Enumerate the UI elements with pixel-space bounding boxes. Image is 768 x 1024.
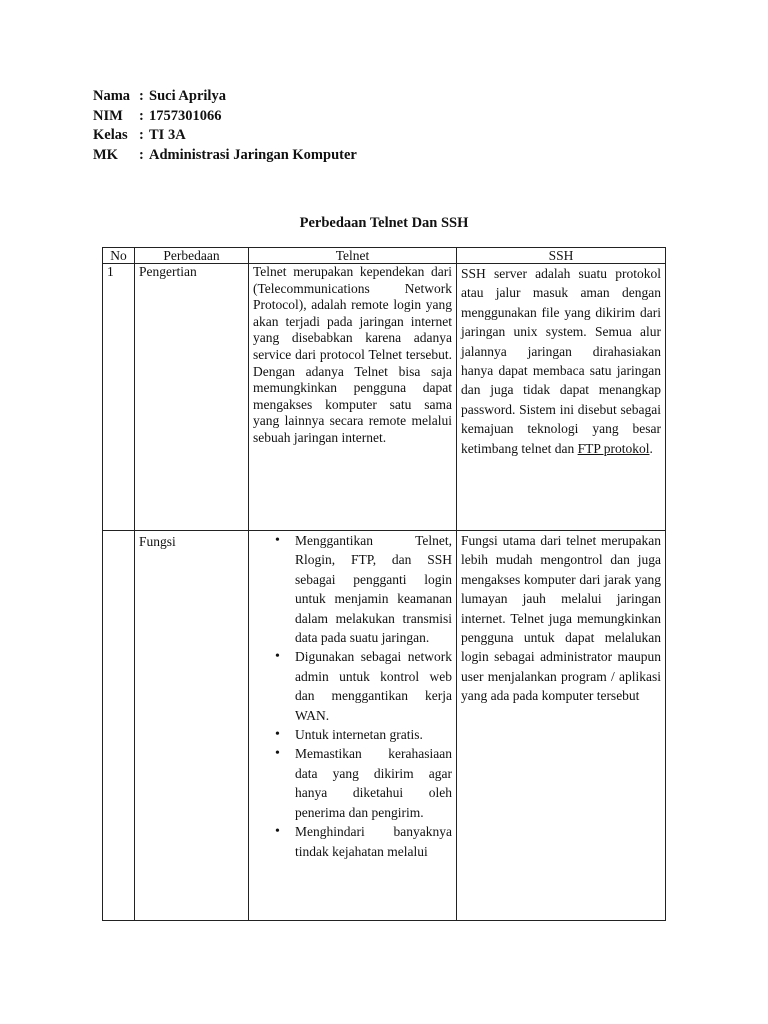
cell-ssh [457,264,666,531]
list-item: • Menghindari banyaknya tindak kejahatan melalui [253,822,452,861]
identity-label: Kelas [93,127,128,143]
ssh-pengertian-text [461,264,661,458]
identity-colon: : [139,146,144,163]
cell-ssh [457,531,666,921]
identity-label: MK [93,146,118,163]
ftp-protokol-link[interactable]: FTP protokol [577,440,650,456]
header-telnet: Telnet [249,248,457,264]
header-no: No [103,248,135,264]
cell-telnet [249,264,457,531]
identity-label: Nama [93,88,131,104]
identity-colon: : [139,88,144,104]
cell-perbedaan: Pengertian [135,264,249,531]
table-header-row [103,248,666,264]
identity-colon: : [139,127,144,143]
list-item: • Memastikan kerahasiaan data yang dikirim agar hanya diketahui oleh penerima dan pengirim. [253,744,452,822]
table-row [103,531,666,921]
identity-value: 1757301066 [149,107,222,124]
list-item: • Menggantikan Telnet, Rlogin, FTP, dan SSH sebagai pengganti login untuk menjamin keamanan dalam melakukan transmisi data pada suatu jaringan. [253,531,452,647]
ssh-pengertian-end: . [649,440,653,456]
comparison-table [102,247,666,921]
list-item: • Untuk internetan gratis. [253,725,452,744]
cell-perbedaan: Fungsi [135,531,249,921]
header-ssh: SSH [457,248,666,264]
document-title: Perbedaan Telnet Dan SSH [299,215,469,231]
ssh-pengertian-body: SSH server adalah suatu protokol atau jalur masuk aman dengan menggunakan file yang dikirim dari jaringan unix system. Semua alur jalannya jaringan dirahasiakan hanya dapat membaca satu jaringan dan juga tidak dapat menangkap password. Sistem ini disebut sebagai kemajuan teknologi yang besar ketimbang telnet dan [461,266,661,456]
identity-value: Suci Aprilya [149,88,226,104]
identity-row-nama [93,87,357,107]
identity-value: Administrasi Jaringan Komputer [149,146,357,163]
identity-colon: : [139,107,144,124]
cell-no [103,531,135,921]
ssh-fungsi-text: Fungsi utama dari telnet merupakan lebih mudah mengontrol dan juga mengakses komputer dari jarak yang lumayan jauh melalui jaringan internet. Telnet juga memungkinkan pengguna untuk dapat melalukan login sebagai administrator maupun user menjalankan program / aplikasi yang ada pada komputer tersebut [461,533,661,704]
list-item: • Digunakan sebagai network admin untuk kontrol web dan menggantikan kerja WAN. [253,647,452,725]
identity-value: TI 3A [149,127,186,143]
identity-label: NIM [93,107,123,124]
cell-no: 1 [103,264,135,531]
telnet-fungsi-list [253,531,452,861]
identity-row-kelas [93,126,357,146]
identity-block [93,87,357,165]
cell-telnet [249,531,457,921]
telnet-pengertian-text: Telnet merupakan kependekan dari (Telecommunications Network Protocol), adalah remote login yang akan terjadi pada jaringan internet yang disebabkan karena adanya service dari protocol Telnet tersebut. Dengan adanya Telnet bisa saja memungkinkan pengguna dapat mengakses komputer satu sama yang lainnya secara remote melalui sebuah jaringan internet. [253,264,452,445]
identity-row-nim [93,107,357,127]
table-row [103,264,666,531]
identity-row-mk [93,146,357,166]
header-perbedaan: Perbedaan [135,248,249,264]
